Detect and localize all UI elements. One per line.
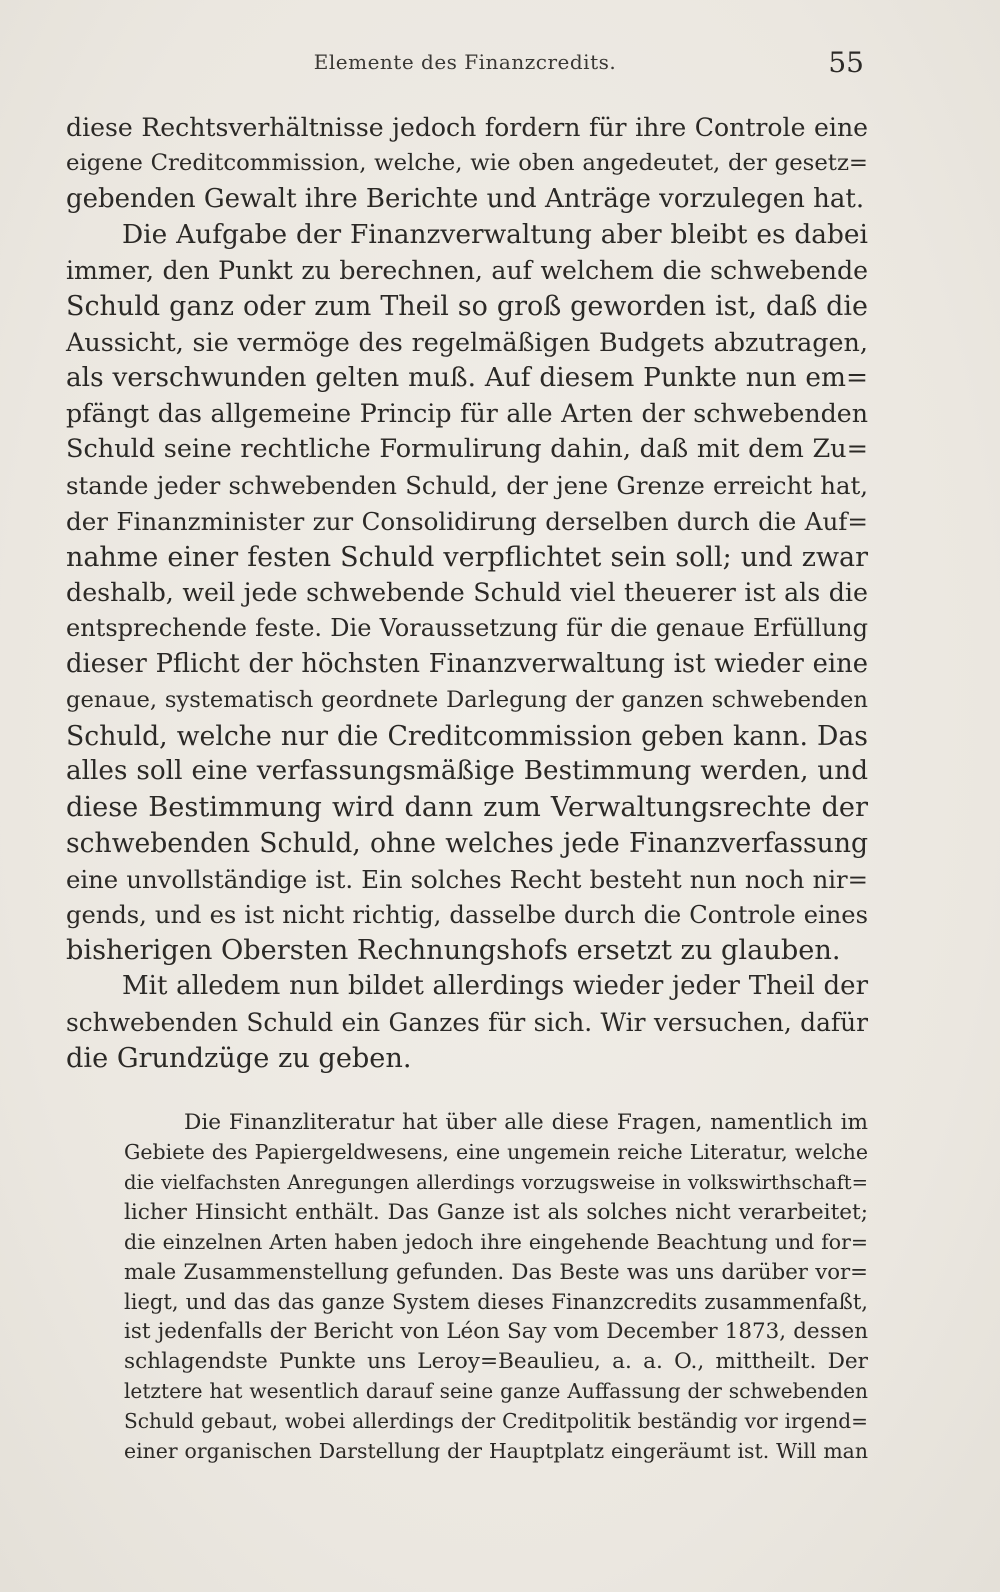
footnote-line: Gebiete des Papiergeldwesens, eine ungemein reiche Literatur, welche bbox=[124, 1139, 868, 1164]
text-line: gends, und es ist nicht richtig, dasselbe durch die Controle eines bbox=[66, 900, 868, 929]
text-line: als verschwunden gelten muß. Auf diesem Punkte nun em= bbox=[66, 362, 868, 393]
page-header bbox=[66, 44, 864, 84]
text-line: die Grundzüge zu geben. bbox=[66, 1042, 412, 1074]
footnote-line: male Zusammenstellung gefunden. Das Beste was uns darüber vor= bbox=[124, 1259, 868, 1285]
text-line: entsprechende feste. Die Voraussetzung für die genaue Erfüllung bbox=[66, 614, 868, 643]
text-line: Schuld seine rechtliche Formulirung dahin, daß mit dem Zu= bbox=[66, 434, 868, 465]
text-line: Die Aufgabe der Finanzverwaltung aber bleibt es dabei bbox=[122, 219, 868, 251]
page-number: 55 bbox=[828, 46, 864, 79]
footnote-line: ist jedenfalls der Bericht von Léon Say vom December 1873, dessen bbox=[124, 1319, 868, 1345]
text-line: gebenden Gewalt ihre Berichte und Anträge vorzulegen hat. bbox=[66, 183, 865, 214]
footnote-line: letztere hat wesentlich darauf seine ganze Auffassung der schwebenden bbox=[124, 1379, 868, 1404]
text-line: genaue, systematisch geordnete Darlegung der ganzen schwebenden bbox=[66, 686, 868, 713]
text-line: diese Rechtsverhältnisse jedoch fordern für ihre Controle eine bbox=[66, 113, 868, 142]
footnote bbox=[124, 1108, 868, 1467]
footnote-line: Die Finanzliteratur hat über alle diese Fragen, namentlich im bbox=[184, 1110, 868, 1135]
text-line: Mit alledem nun bildet allerdings wieder jeder Theil der bbox=[122, 971, 868, 1002]
text-line: alles soll eine verfassungsmäßige Bestimmung werden, und bbox=[66, 756, 868, 787]
text-line: deshalb, weil jede schwebende Schuld viel theuerer ist als die bbox=[66, 578, 868, 608]
text-line: eigene Creditcommission, welche, wie oben angedeutet, der gesetz= bbox=[66, 149, 868, 176]
text-line: nahme einer festen Schuld verpflichtet sein soll; und zwar bbox=[66, 541, 868, 573]
text-line: Schuld, welche nur die Creditcommission geben kann. Das bbox=[66, 720, 868, 752]
text-line: schwebenden Schuld, ohne welches jede Finanzverfassung bbox=[66, 827, 868, 859]
text-line: stande jeder schwebenden Schuld, der jene Grenze erreicht hat, bbox=[66, 470, 868, 500]
footnote-line: liegt, und das das ganze System dieses Finanzcredits zusammenfaßt, bbox=[124, 1289, 868, 1315]
text-line: immer, den Punkt zu berechnen, auf welchem die schwebende bbox=[66, 256, 868, 286]
text-line: dieser Pflicht der höchsten Finanzverwaltung ist wieder eine bbox=[66, 648, 868, 679]
running-head: Elemente des Finanzcredits. bbox=[313, 50, 617, 74]
text-line: Schuld ganz oder zum Theil so groß geworden ist, daß die bbox=[66, 290, 868, 322]
text-line: eine unvollständige ist. Ein solches Recht besteht nun noch nir= bbox=[66, 864, 868, 894]
footnote-line: Schuld gebaut, wobei allerdings der Creditpolitik beständig vor irgend= bbox=[124, 1409, 868, 1434]
text-line: der Finanzminister zur Consolidirung derselben durch die Auf= bbox=[66, 506, 868, 536]
footnote-line: die vielfachsten Anregungen allerdings vorzugsweise in volkswirthschaft= bbox=[124, 1170, 868, 1194]
text-line: diese Bestimmung wird dann zum Verwaltungsrechte der bbox=[66, 792, 868, 824]
footnote-line: schlagendste Punkte uns Leroy=Beaulieu, a. a. O., mittheilt. Der bbox=[124, 1349, 868, 1375]
text-line: schwebenden Schuld ein Ganzes für sich. Wir versuchen, dafür bbox=[66, 1007, 868, 1037]
footnote-line: die einzelnen Arten haben jedoch ihre eingehende Beachtung und for= bbox=[124, 1229, 868, 1254]
footnote-line: licher Hinsicht enthält. Das Ganze ist als solches nicht verarbeitet; bbox=[124, 1199, 868, 1225]
main-text bbox=[66, 110, 868, 1077]
text-line: pfängt das allgemeine Princip für alle Arten der schwebenden bbox=[66, 399, 868, 429]
footnote-line: einer organischen Darstellung der Hauptplatz eingeräumt ist. Will man bbox=[124, 1438, 868, 1463]
text-line: bisherigen Obersten Rechnungshofs ersetzt zu glauben. bbox=[66, 935, 841, 967]
text-line: Aussicht, sie vermöge des regelmäßigen Budgets abzutragen, bbox=[66, 326, 868, 357]
